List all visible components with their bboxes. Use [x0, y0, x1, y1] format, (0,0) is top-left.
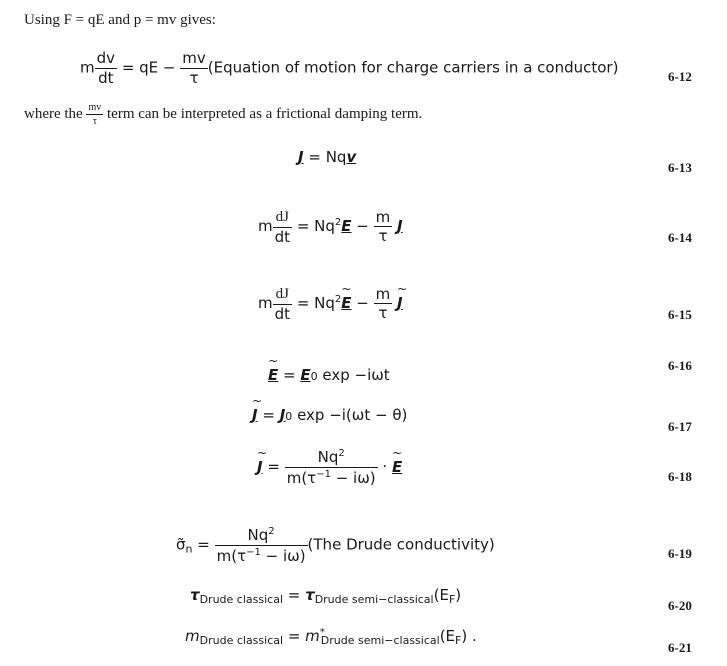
- equation-6-13: [298, 148, 356, 166]
- eq621-m-rhs: m: [305, 627, 320, 645]
- eq614-mid: = Nq: [296, 217, 335, 235]
- eq618-E: ~ E: [392, 458, 402, 476]
- eq612-m: m: [80, 58, 95, 77]
- equation-6-18: ~ J = $\frac{Nq^2}{m(\tau^{-1} - i\omega)}$ · ~ E: [257, 448, 402, 486]
- eq-number-6-21: 6-21: [668, 640, 692, 655]
- eq615-frac-dJdt: $\frac{dJ}{dt}$: [274, 286, 291, 323]
- eq617-J0: J: [279, 406, 286, 424]
- eq612-note: (Equation of motion for charge carriers in a conductor): [207, 58, 619, 77]
- eq615-frac-mtau: $\frac{m}{\tau}$: [375, 284, 391, 322]
- eq616-E0: E: [300, 366, 311, 384]
- eq620-tau-lhs: τ: [190, 586, 200, 604]
- eq616-E: ~ E: [268, 366, 278, 384]
- eq617-J: ~ J: [252, 406, 258, 424]
- equation-6-12: [80, 50, 618, 86]
- eq621-m-lhs: m: [185, 627, 200, 645]
- eq614-frac-mtau: $\frac{m}{\tau}$: [375, 207, 391, 245]
- eq-number-6-13: 6-13: [668, 160, 692, 175]
- equation-6-16: ~ E = E0 exp −iωt: [268, 366, 390, 384]
- equation-6-17: ~ J = J0 exp −i(ωt − θ): [252, 406, 407, 424]
- eq612-frac-mvtau: $\frac{mv}{\tau}$: [182, 49, 206, 87]
- eq612-frac-dvdt: $\frac{dv}{dt}$: [96, 49, 116, 87]
- eq619-note: (The Drude conductivity): [307, 535, 495, 554]
- equation-6-21: $m_{Drude classical} = m^*_{Drude semi-classical}(E_F)$ .: [185, 627, 477, 647]
- eq620-tau-rhs: τ: [305, 586, 315, 604]
- eq615-J: ~ J: [397, 294, 403, 312]
- where-post: term can be interpreted as a frictional damping term.: [107, 105, 423, 122]
- eq-number-6-16: 6-16: [668, 358, 692, 373]
- eq-number-6-15: 6-15: [668, 307, 692, 322]
- eq615-m: m: [258, 294, 273, 312]
- equation-6-20: $\tau_{Drude classical} = \tau_{Drude semi-classical}(E_F)$: [190, 586, 462, 606]
- intro-text: Using F = qE and p = mv gives:: [24, 12, 216, 28]
- eq612-mid: = qE −: [121, 58, 176, 77]
- equation-6-14: m $\frac{dJ}{dt}$ = $Nq^2E$ − $\frac{m}{\tau}$ J: [258, 207, 403, 246]
- eq614-J: J: [397, 217, 403, 235]
- eq614-frac-dJdt: $\frac{dJ}{dt}$: [274, 209, 291, 246]
- eq-number-6-14: 6-14: [668, 230, 692, 245]
- eq-number-6-19: 6-19: [668, 546, 692, 561]
- eq614-m: m: [258, 217, 273, 235]
- eq613-J: J: [298, 148, 304, 166]
- eq613-eq: = Nq: [303, 148, 347, 166]
- equation-6-15: m $\frac{dJ}{dt}$ = $Nq^2\sim$ E − $\frac{m}{\tau}$ ~ J: [258, 285, 403, 322]
- eq619-frac: $\frac{Nq^2}{m(\tau^{-1} - i\omega)}$: [216, 526, 306, 565]
- eq614-E: E: [341, 217, 352, 235]
- eq618-J: ~ J: [257, 458, 263, 476]
- eq615-E: ~ E: [341, 294, 351, 312]
- eq613-v: v: [346, 148, 357, 166]
- eq618-frac: $\frac{Nq^2}{m(\tau^{-1} - i\omega)}$: [286, 448, 376, 487]
- eq-number-6-17: 6-17: [668, 419, 692, 434]
- eq619-sigma: σ̃: [176, 535, 186, 554]
- eq615-mid: = Nq: [296, 294, 335, 312]
- eq-number-6-12: 6-12: [668, 69, 692, 84]
- where-pre: where the: [24, 105, 83, 122]
- where-frac: $\frac{mv}{\tau}$: [88, 102, 102, 127]
- eq-number-6-20: 6-20: [668, 598, 692, 613]
- where-line: [24, 102, 422, 127]
- eq-number-6-18: 6-18: [668, 469, 692, 484]
- equation-6-19: $\sigmã_n$ = $\frac{Nq^2}{m(\tau^{-1} - i\omega)}$ (The Drude conductivity): [176, 526, 495, 565]
